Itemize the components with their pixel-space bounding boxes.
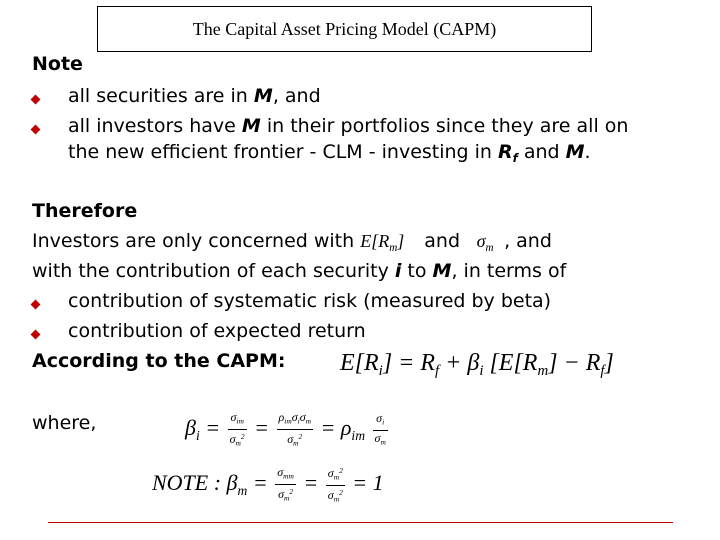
note-bullet-2: all investors have M in their portfolios since they are all on <box>68 115 629 137</box>
note-bullet-1: all securities are in M, and <box>68 85 321 107</box>
therefore-bullet-1: contribution of systematic risk (measured by beta) <box>68 290 552 312</box>
slide-title: The Capital Asset Pricing Model (CAPM) <box>97 6 592 52</box>
bullet-icon <box>31 125 41 135</box>
capm-label: According to the CAPM: <box>32 350 286 372</box>
bullet-icon <box>31 300 41 310</box>
bullet-icon <box>31 95 41 105</box>
bullet-icon <box>31 330 41 340</box>
note-beta-equation: NOTE : $\beta_m$ = $\frac{\sigma_{mm}}{\sigma_m^2}$ = $\frac{\sigma_m^2}{\sigma_m^2}$ = 1 <box>152 465 384 504</box>
note-bullet-2-cont: the new efficient frontier - CLM - investing in $R_f$ and M. <box>68 141 591 166</box>
therefore-heading: Therefore <box>32 200 138 222</box>
note-heading: Note <box>32 53 83 75</box>
footer-rule <box>48 522 673 523</box>
therefore-line-2: with the contribution of each security i to M, in terms of <box>32 260 567 282</box>
therefore-line-1: Investors are only concerned with $E[R_m]$ and $\sigma_m$ , and <box>32 230 552 259</box>
expected-market-return-formula: $E[R_m]$ <box>360 231 405 254</box>
beta-equation: $\beta_i$ = $\frac{\sigma_{im}}{\sigma_m^2}$ = $\frac{\rho_{im}\sigma_i\sigma_m}{\sigma_m^2}$ = $\rho_{im}$ $\frac{\sigma_i}{\sigma_m}$ <box>185 410 386 448</box>
therefore-bullet-2: contribution of expected return <box>68 320 366 342</box>
market-sigma-formula: $\sigma_m$ <box>476 231 494 254</box>
capm-equation: $E[R_i] = R_f + \beta_i$ $[E[R_m] - R_f]$ <box>340 350 614 380</box>
where-label: where, <box>32 412 97 434</box>
